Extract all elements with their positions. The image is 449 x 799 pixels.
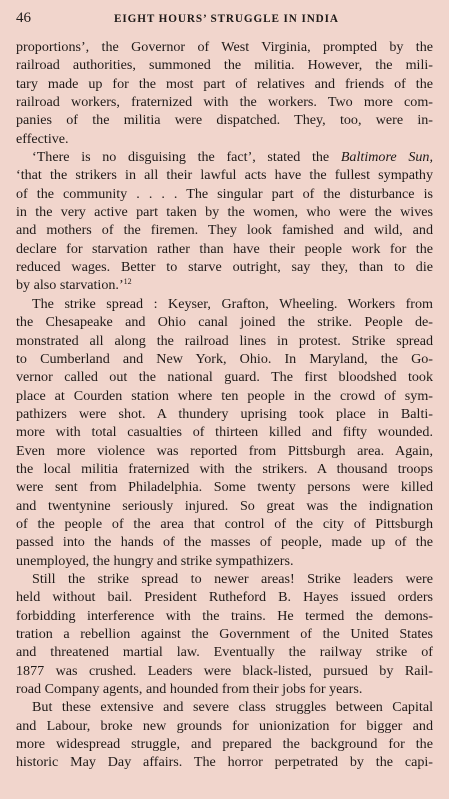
text-line: more widespread struggle, and prepared the background for the	[16, 736, 433, 753]
text-line: Even more violence was reported from Pittsburgh area. Again,	[16, 442, 433, 459]
text-line: and Labour, broke new grounds for unionization for bigger and	[16, 717, 433, 734]
text-line: reduced wages. Better to starve outright, say they, than to die	[16, 259, 433, 276]
text-line: railroad authorities, summoned the militia. However, the mili-	[16, 57, 433, 74]
body-text	[16, 38, 433, 772]
text-line: the local militia fraternized with the strikers. A thousand troops	[16, 460, 433, 477]
text-line: of the community . . . . The singular part of the disturbance is	[16, 185, 433, 202]
paragraph-3	[16, 295, 433, 570]
text-line: tary made up for the most part of relatives and friends of the	[16, 75, 433, 92]
text-line: forbidding interference with the trains. He termed the demons-	[16, 607, 433, 624]
text-line: historic May Day affairs. The horror perpetrated by the capi-	[16, 754, 433, 771]
running-title: EIGHT HOURS’ STRUGGLE IN INDIA	[114, 13, 339, 25]
text-line: in the very active part taken by the women, who were the wives	[16, 204, 433, 221]
paragraph-2	[16, 148, 433, 295]
text-line: effective.	[16, 130, 69, 147]
paragraph-1	[16, 38, 433, 148]
text-line: The strike spread : Keyser, Grafton, Wheeling. Workers from	[32, 295, 433, 312]
text-line: But these extensive and severe class struggles between Capital	[32, 699, 433, 716]
text-line: Still the strike spread to newer areas! Strike leaders were	[32, 570, 433, 587]
quote-intro: ‘There is no disguising the fact’, stated the	[32, 149, 341, 166]
text-line: proportions’, the Governor of West Virginia, prompted by the	[16, 39, 433, 55]
text-line: passed into the hands of the masses of people, made up of the	[16, 534, 433, 551]
text-line: the Chesapeake and Ohio canal joined the strike. People de-	[16, 314, 433, 331]
paragraph-5	[16, 698, 433, 771]
footnote-ref: 12	[123, 277, 132, 287]
text-line: unemployed, the hungry and strike sympathizers.	[16, 552, 294, 569]
newspaper-title: Baltimore Sun,	[340, 149, 433, 166]
text-line: vernor called out the national guard. The first bloodshed took	[16, 369, 433, 386]
text-line: ‘that the strikers in all their lawful acts have the fullest sympathy	[16, 167, 433, 184]
text-line: monstrated all along the railroad lines in protest. Strike spread	[16, 332, 433, 349]
text-line: were sent from Philadelphia. Some twenty persons were killed	[16, 479, 433, 496]
text-line: to Cumberland and New York, Ohio. In Maryland, the Go-	[16, 350, 433, 367]
text-line: railroad workers, fraternized with the workers. Two more com-	[16, 94, 433, 111]
text-line: pathizers were shot. A thundery uprising took place in Balti-	[16, 405, 433, 422]
text-line: 1877 was crushed. Leaders were black-listed, pursued by Rail-	[16, 662, 433, 679]
paragraph-4	[16, 570, 433, 698]
text-line	[16, 148, 433, 166]
running-head	[16, 10, 433, 36]
text-line: place at Courden station where ten people in the crowd of sym-	[16, 387, 433, 404]
text-line: and threatened martial law. Eventually the railway strike of	[16, 644, 433, 661]
text-line: declare for starvation rather than have their people work for the	[16, 240, 433, 257]
text-line	[16, 276, 433, 294]
text-line: and twentynine seriously injured. So great was the indignation	[16, 497, 433, 514]
text-line: road Company agents, and hounded from their jobs for years.	[16, 681, 363, 698]
page-number: 46	[16, 10, 31, 26]
quote-end: by also starvation.’	[16, 277, 124, 294]
text-line: and mothers of the firemen. They look famished and wild, and	[16, 222, 433, 239]
text-line: held without bail. President Rutheford B. Hayes issued orders	[16, 589, 433, 606]
text-line: panies of the militia were dispatched. They, too, were in-	[16, 112, 433, 129]
text-line: more with total casualties of thirteen killed and fifty wounded.	[16, 424, 433, 441]
text-line: tration a rebellion against the Government of the United States	[16, 626, 433, 642]
text-line: of the people of the area that control of the city of Pittsburgh	[16, 515, 433, 532]
